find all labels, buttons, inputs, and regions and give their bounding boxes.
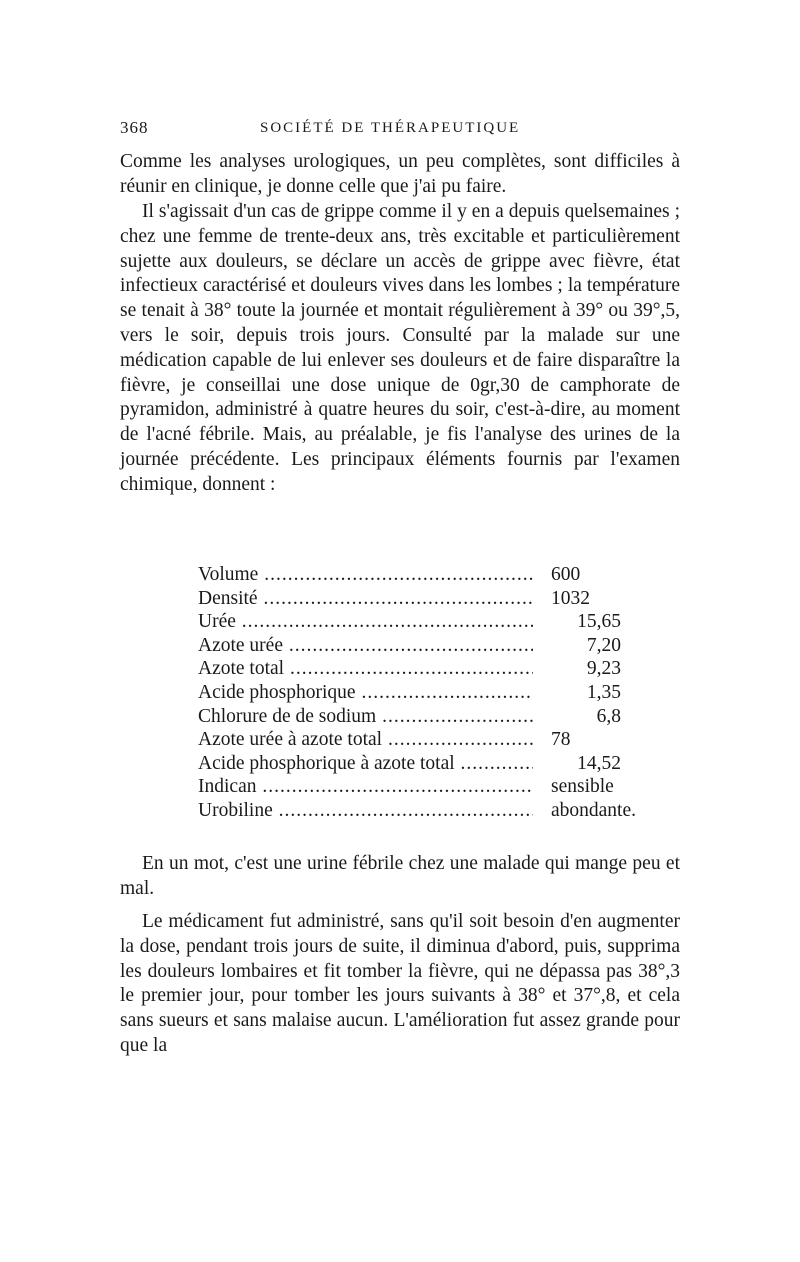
table-row [198, 657, 668, 681]
table-row [198, 728, 668, 752]
row-value: abondante. [551, 799, 637, 821]
row-label: Chlorure de de sodium ..... [198, 705, 533, 729]
running-title: SOCIÉTÉ DE THÉRAPEUTIQUE [260, 120, 521, 136]
urine-analysis-table [198, 563, 668, 823]
table-row [198, 705, 668, 729]
row-label: Azote urée ..... [198, 634, 533, 658]
row-label: Acide phosphorique ..... [198, 681, 533, 705]
table-row [198, 799, 668, 823]
row-value: 14,52 [577, 752, 621, 774]
row-value: 9,23 [586, 658, 621, 680]
row-value: 15,65 [577, 611, 621, 633]
row-value: 1,35 [586, 681, 621, 703]
page-number: 368 [120, 118, 149, 137]
table-row [198, 775, 668, 799]
paragraph-intro: Comme les analyses urologiques, un peu complètes, sont difficiles à réunir en clinique, je donne celle que j'ai pu faire. [120, 151, 680, 197]
table-row [198, 610, 668, 634]
row-value: 1032 [551, 587, 590, 609]
table-row [198, 587, 668, 611]
row-value: 78 [551, 729, 571, 751]
row-label: Indican ..... [198, 775, 533, 799]
table-row [198, 681, 668, 705]
row-value: 600 [551, 564, 581, 585]
row-label: Urobiline ..... [198, 799, 533, 823]
row-value: 7,20 [586, 634, 621, 656]
paragraph-case: Il s'agissait d'un cas de grippe comme il y en a depuis quelsemaines ; chez une femme de trente-deux ans, très excitable et particulièrement sujette aux douleurs, se déclare un accès de grippe avec fièvre, état infectieux caractérisé et douleurs vives dans les lombes ; la température se tenait à 38° toute la journée et montait régulièrement à 39° ou 39°,5, vers le soir, depuis trois jours. Consulté par la malade sur une médication capable de lui enlever ses douleurs et de faire disparaître la fièvre, je conseillai une dose unique de 0gr,30 de camphorate de pyramidon, administré à quatre heures du soir, c'est-à-dire, au moment de l'acné fébrile. Mais, au préalable, je fis l'analyse des urines de la journée précédente. Les principaux éléments fournis par l'examen chimique, donnent : [120, 201, 680, 495]
row-label: Azote total ..... [198, 657, 533, 681]
table-row [198, 752, 668, 776]
row-label: Urée ..... [198, 610, 533, 634]
row-value: 6,8 [596, 705, 621, 727]
row-label: Azote urée à azote total ..... [198, 728, 533, 752]
paragraph-summary: En un mot, c'est une urine fébrile chez une malade qui mange peu et mal. [120, 853, 680, 899]
running-head [120, 118, 680, 144]
table-row [198, 563, 668, 587]
paragraph-outcome: Le médicament fut administré, sans qu'il soit besoin d'en augmenter la dose, pendant trois jours de suite, il diminua d'abord, puis, supprima les douleurs lombaires et fit tomber la fièvre, qui ne dépassa pas 38°,3 le premier jour, pour tomber les jours suivants à 38° et 37°,8, et cela sans sueurs et sans malaise aucun. L'amélioration fut assez grande pour que la [120, 911, 680, 1056]
row-label: Densité ..... [198, 587, 533, 611]
table-row [198, 634, 668, 658]
row-value: sensible [551, 776, 614, 798]
row-label: Acide phosphorique à azote total ..... [198, 752, 533, 776]
row-label: Volume ..... [198, 563, 533, 587]
